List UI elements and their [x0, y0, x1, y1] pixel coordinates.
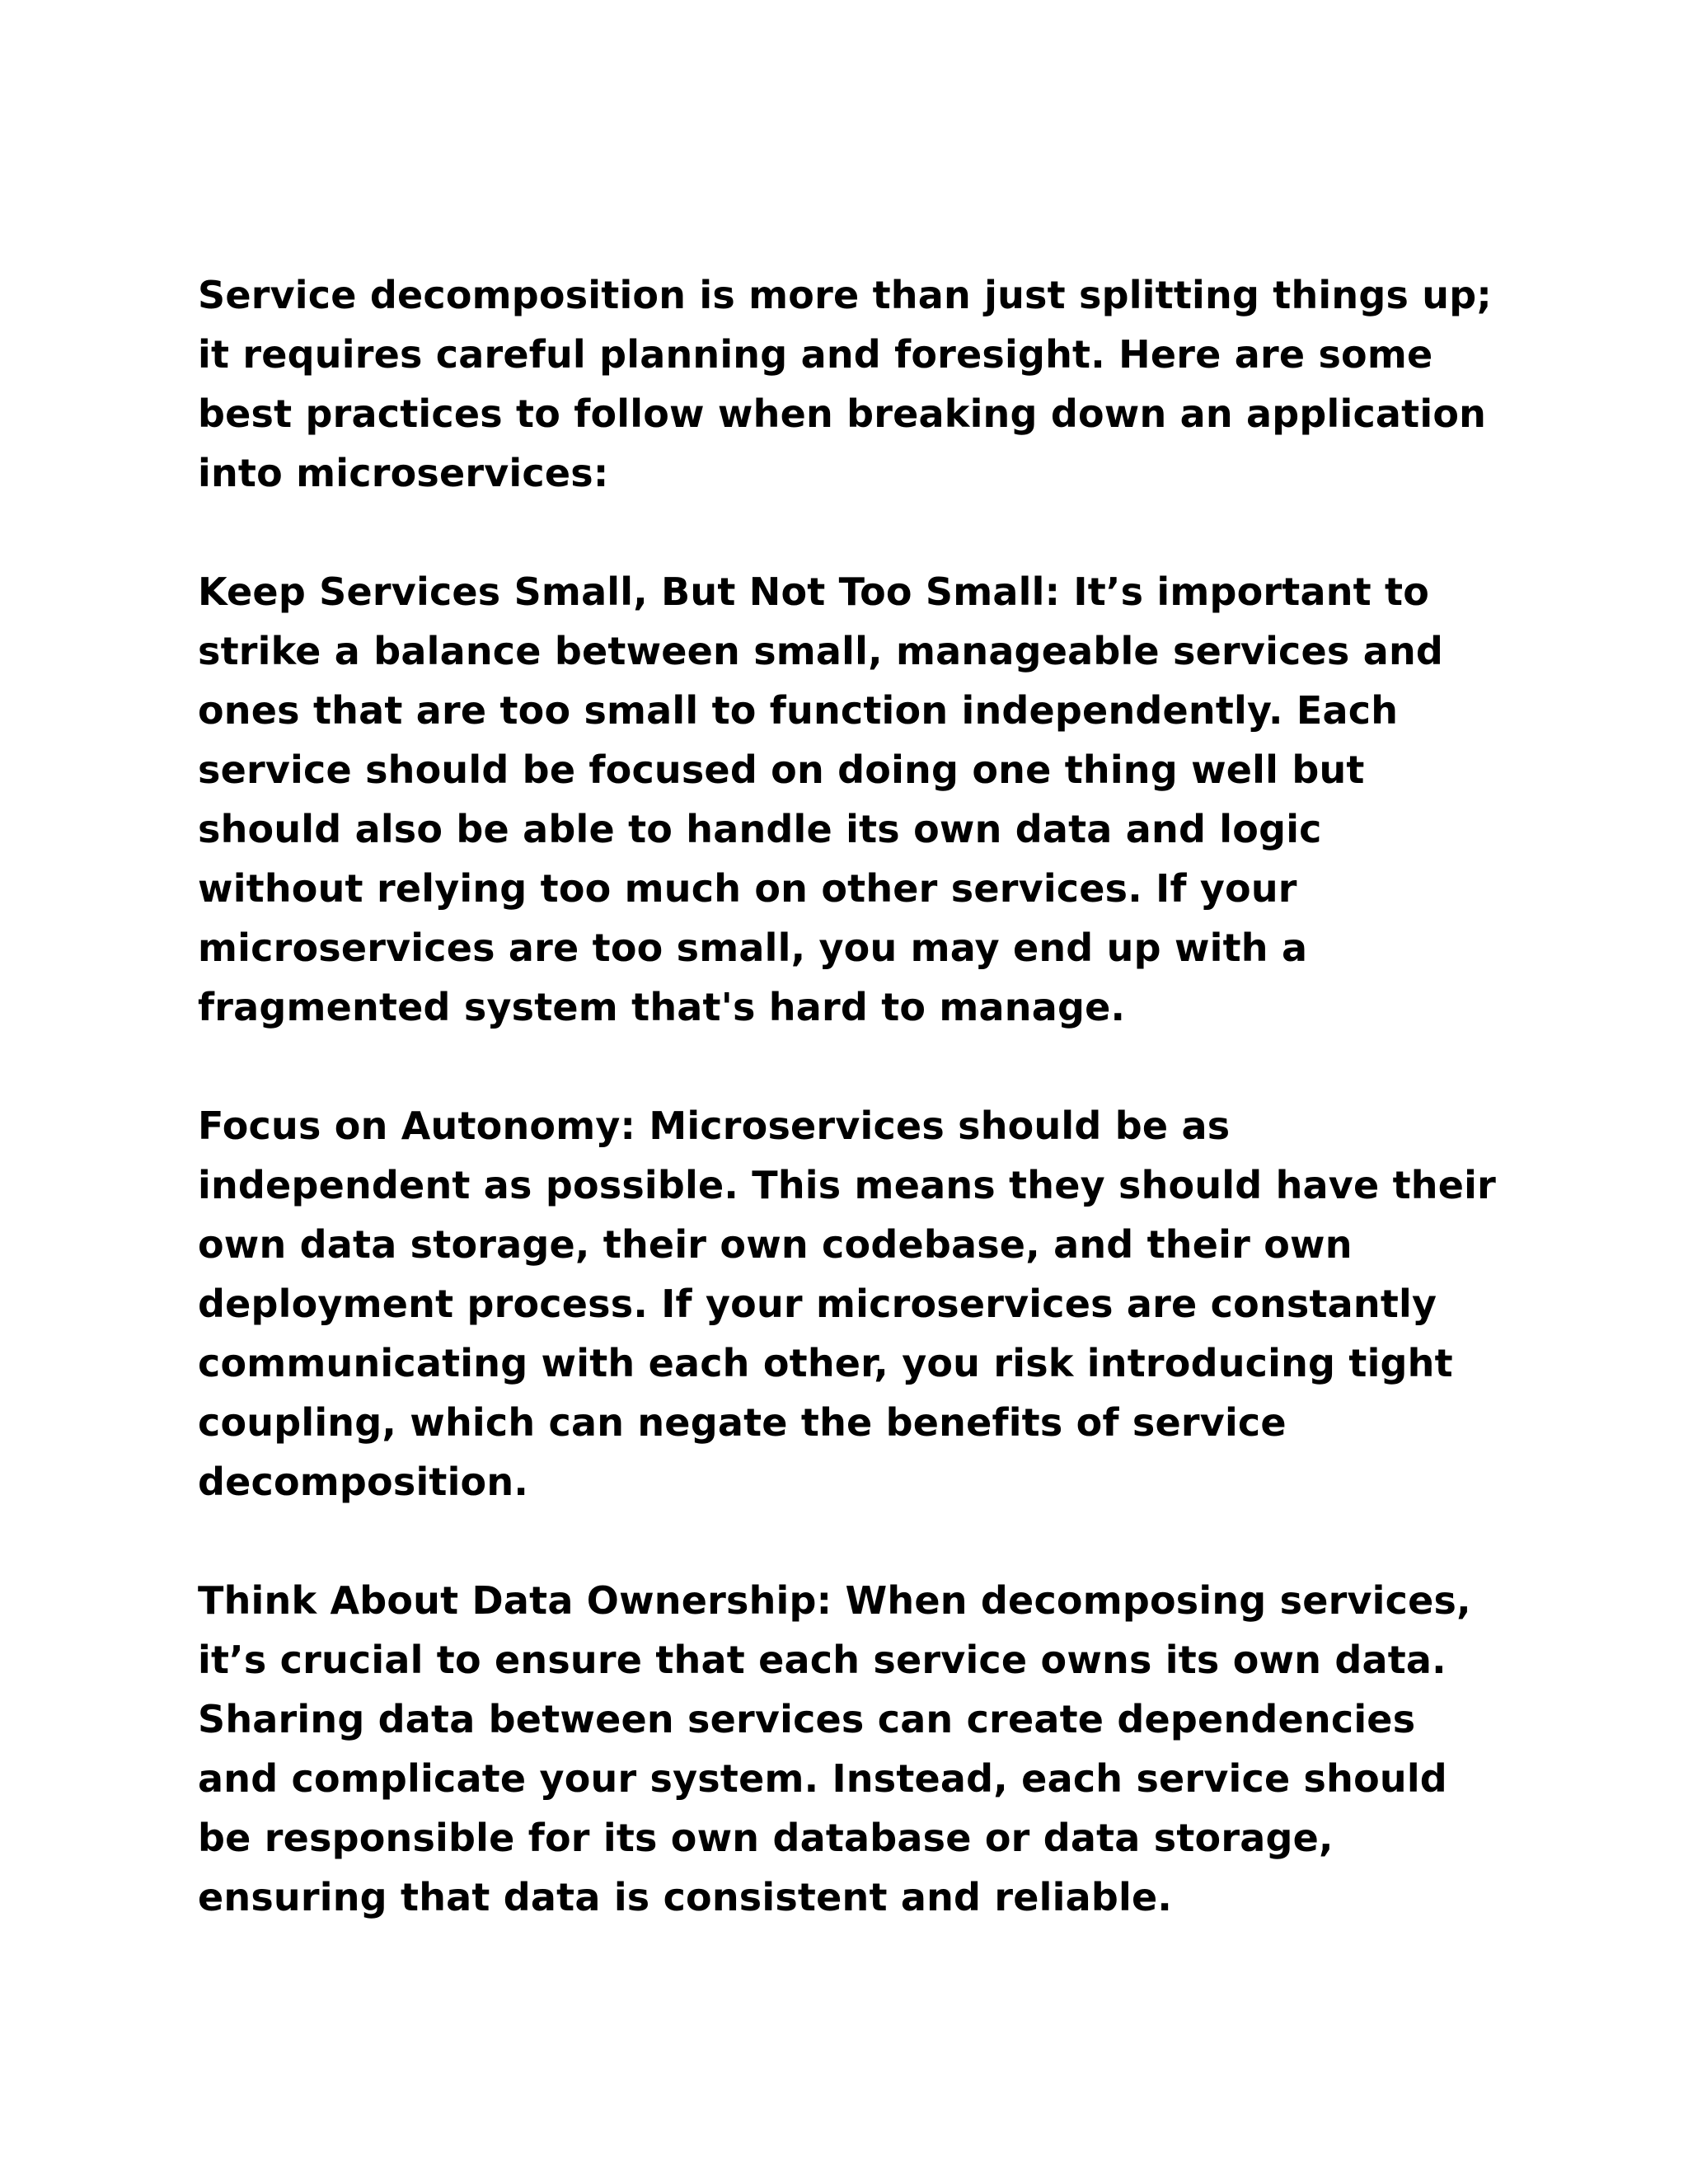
focus-on-autonomy-paragraph: Focus on Autonomy: Microservices should be as independent as possible. This means they should have their own data storage, their own codebase, and their own deployment process. If your microservices are constantly communicating with each other, you risk introducing tight coupling, which can negate the benefits of service decomposition.: [198, 1104, 1496, 1504]
intro-paragraph: Service decomposition is more than just splitting things up; it requires careful planning and foresight. Here are some best practices to follow when breaking down an application into microservices:: [198, 273, 1492, 495]
data-ownership-paragraph: Think About Data Ownership: When decomposing services, it’s crucial to ensure that each service owns its own data. Sharing data between services can create dependencies and complicate your system. Instead, each service should be responsible for its own database or data storage, ensuring that data is consistent and reliable.: [198, 1578, 1471, 1919]
document-body: [198, 265, 1500, 1927]
keep-services-small-paragraph: Keep Services Small, But Not Too Small: It’s important to strike a balance between small, manageable services and ones that are too small to function independently. Each service should be focused on doing one thing well but should also be able to handle its own data and logic without relying too much on other services. If your microservices are too small, you may end up with a fragmented system that's hard to manage.: [198, 569, 1444, 1029]
